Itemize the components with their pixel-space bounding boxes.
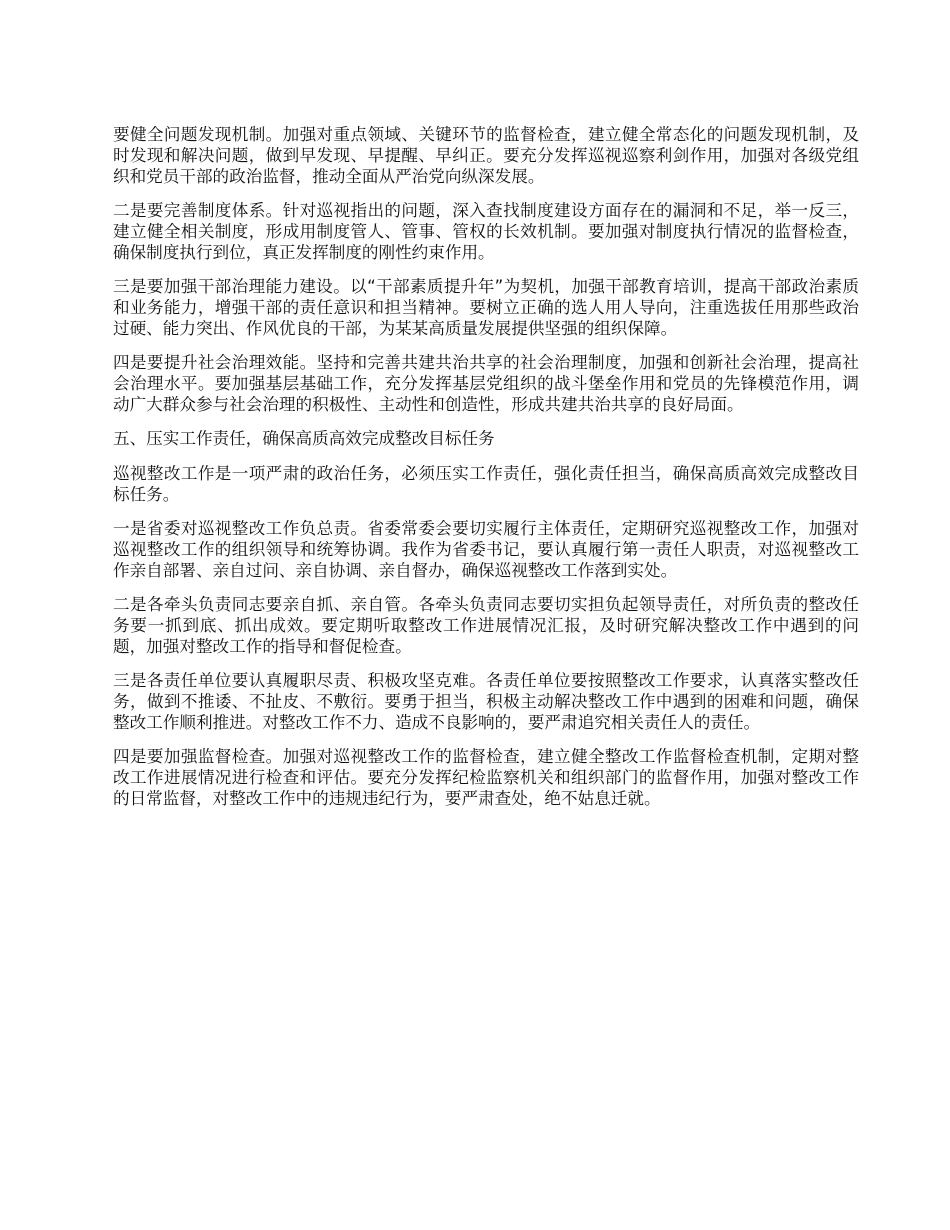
paragraph-supervision: 四是要加强监督检查。加强对巡视整改工作的监督检查，建立健全整改工作监督检查机制，定期对整改工作进展情况进行检查和评估。要充分发挥纪检监察机关和组织部门的监督作用，加强对整改工作的日常监督，对整改工作中的违规违纪行为，要严肃查处，绝不姑息迁就。	[113, 747, 859, 808]
section-heading-responsibility: 五、压实工作责任，确保高质高效完成整改目标任务	[113, 429, 495, 448]
paragraph-social-governance: 四是要提升社会治理效能。坚持和完善共建共治共享的社会治理制度，加强和创新社会治理，提高社会治理水平。要加强基层基础工作，充分发挥基层党组织的战斗堡垒作用和党员的先锋模范作用，调动广大群众参与社会治理的积极性、主动性和创造性，形成共建共治共享的良好局面。	[113, 353, 859, 414]
paragraph-cadre-capacity: 三是要加强干部治理能力建设。以“干部素质提升年”为契机，加强干部教育培训，提高干部政治素质和业务能力，增强干部的责任意识和担当精神。要树立正确的选人用人导向，注重选拔任用那些政治过硬、能力突出、作风优良的干部，为某某高质量发展提供坚强的组织保障。	[113, 277, 859, 338]
paragraph-institution-system: 二是要完善制度体系。针对巡视指出的问题，深入查找制度建设方面存在的漏洞和不足，举一反三，建立健全相关制度，形成用制度管人、管事、管权的长效机制。要加强对制度执行情况的监督检查，确保制度执行到位，真正发挥制度的刚性约束作用。	[113, 201, 859, 262]
paragraph-lead-officials: 二是各牵头负责同志要亲自抓、亲自管。各牵头负责同志要切实担负起领导责任，对所负责的整改任务要一抓到底、抓出成效。要定期听取整改工作进展情况汇报，及时研究解决整改工作中遇到的问题，加强对整改工作的指导和督促检查。	[113, 595, 859, 656]
paragraph-provincial-committee: 一是省委对巡视整改工作负总责。省委常委会要切实履行主体责任，定期研究巡视整改工作，加强对巡视整改工作的组织领导和统筹协调。我作为省委书记，要认真履行第一责任人职责，对巡视整改工作亲自部署、亲自过问、亲自协调、亲自督办，确保巡视整改工作落到实处。	[113, 519, 859, 580]
paragraph-responsible-units: 三是各责任单位要认真履职尽责、积极攻坚克难。各责任单位要按照整改工作要求，认真落实整改任务，做到不推诿、不扯皮、不敷衍。要勇于担当，积极主动解决整改工作中遇到的困难和问题，确保整改工作顺利推进。对整改工作不力、造成不良影响的，要严肃追究相关责任人的责任。	[113, 671, 859, 732]
paragraph-responsibility-intro: 巡视整改工作是一项严肃的政治任务，必须压实工作责任，强化责任担当，确保高质高效完成整改目标任务。	[113, 464, 859, 504]
paragraph-problem-discovery: 要健全问题发现机制。加强对重点领域、关键环节的监督检查，建立健全常态化的问题发现机制，及时发现和解决问题，做到早发现、早提醒、早纠正。要充分发挥巡视巡察利剑作用，加强对各级党组织和党员干部的政治监督，推动全面从严治党向纵深发展。	[113, 125, 859, 186]
